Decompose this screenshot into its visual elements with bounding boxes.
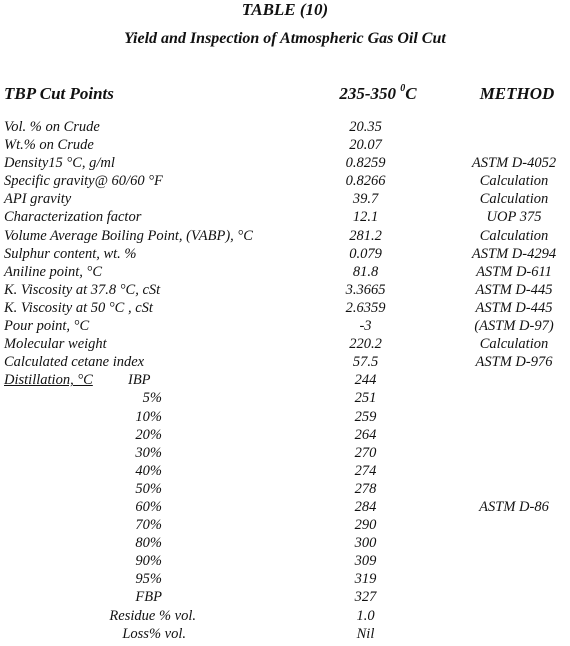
- distillation-point: 80%: [135, 535, 162, 552]
- loss-value: Nil: [356, 625, 375, 642]
- row-value: 81.8: [352, 263, 379, 280]
- table-row: [0, 190, 570, 208]
- distillation-row: [0, 444, 570, 462]
- distillation-point: 20%: [135, 426, 162, 443]
- distillation-row: [0, 534, 570, 552]
- row-label: Sulphur content, wt. %: [4, 245, 137, 262]
- table-row: [0, 208, 570, 226]
- distillation-row: [0, 570, 570, 588]
- row-label: Vol. % on Crude: [4, 119, 100, 135]
- row-method: UOP 375: [486, 209, 542, 226]
- table-caption: Yield and Inspection of Atmospheric Gas Oil Cut: [124, 30, 446, 47]
- distillation-point: FBP: [135, 589, 162, 606]
- row-value: 2.6359: [345, 299, 386, 316]
- distillation-point: 90%: [135, 553, 162, 570]
- distillation-value: 244: [354, 372, 377, 389]
- row-label: API gravity: [4, 191, 72, 208]
- distillation-value: 327: [354, 589, 377, 606]
- row-value: 20.07: [349, 137, 382, 154]
- row-value: 3.3665: [345, 281, 386, 298]
- distillation-value: 259: [354, 408, 377, 425]
- row-value: 39.7: [352, 191, 379, 208]
- row-label: Characterization factor: [4, 209, 142, 226]
- table-row: [0, 353, 570, 371]
- degree-superscript: 0: [400, 83, 406, 95]
- column-header-label: TBP Cut Points: [4, 84, 114, 103]
- row-value: 0.8266: [345, 173, 386, 190]
- row-label: Specific gravity@ 60/60 °F: [4, 173, 163, 190]
- row-method: ASTM D-445: [475, 299, 553, 316]
- row-method: Calculation: [479, 227, 549, 244]
- loss-label: Loss% vol.: [122, 625, 186, 642]
- distillation-point: IBP: [128, 372, 151, 389]
- row-method: Calculation: [479, 336, 549, 353]
- row-value: 220.2: [349, 336, 382, 353]
- table-row: [0, 281, 570, 299]
- table-body: [0, 118, 570, 643]
- row-value: 0.8259: [345, 155, 386, 172]
- residue-label: Residue % vol.: [109, 607, 196, 624]
- distillation-point: 70%: [135, 517, 162, 534]
- distillation-value: 251: [354, 390, 377, 407]
- distillation-value: 264: [354, 426, 377, 443]
- loss-row: [0, 625, 570, 643]
- distillation-row: [0, 426, 570, 444]
- distillation-value: 278: [354, 480, 377, 497]
- row-label: K. Viscosity at 50 °C , cSt: [4, 299, 153, 316]
- distillation-point: 95%: [135, 571, 162, 588]
- row-label: Density15 °C, g/ml: [4, 155, 115, 172]
- distillation-row: [0, 389, 570, 407]
- distillation-row: [0, 408, 570, 426]
- table-row: [0, 245, 570, 263]
- distillation-value: 270: [354, 444, 377, 461]
- row-method: Calculation: [479, 191, 549, 208]
- distillation-row: [0, 588, 570, 606]
- row-value: 20.35: [349, 119, 382, 135]
- distillation-value: 309: [354, 553, 377, 570]
- table-row: [0, 335, 570, 353]
- row-method: ASTM D-4294: [471, 245, 557, 262]
- residue-value: 1.0: [356, 607, 375, 624]
- row-label: Molecular weight: [4, 336, 107, 353]
- distillation-row: [0, 498, 570, 516]
- distillation-value: 290: [354, 517, 377, 534]
- table-row: [0, 172, 570, 190]
- distillation-point: 10%: [135, 408, 162, 425]
- table-row: [0, 299, 570, 317]
- row-label: Wt.% on Crude: [4, 137, 94, 154]
- row-method: ASTM D-611: [476, 263, 552, 280]
- distillation-point: 60%: [135, 498, 162, 515]
- range-text: 235-350: [339, 84, 401, 103]
- row-value: -3: [359, 318, 372, 335]
- row-method: Calculation: [479, 173, 549, 190]
- distillation-point: 50%: [135, 480, 162, 497]
- distillation-row: [0, 480, 570, 498]
- distillation-method: ASTM D-86: [479, 498, 549, 515]
- residue-row: [0, 607, 570, 625]
- row-method: ASTM D-445: [475, 281, 553, 298]
- column-header-method: METHOD: [479, 84, 555, 103]
- distillation-point: 40%: [135, 462, 162, 479]
- row-value: 0.079: [349, 245, 382, 262]
- table-row: [0, 154, 570, 172]
- distillation-row: [0, 552, 570, 570]
- distillation-point: 30%: [135, 444, 162, 461]
- row-method: ASTM D-976: [475, 354, 553, 371]
- distillation-value: 284: [354, 498, 377, 515]
- row-label: Pour point, °C: [4, 318, 90, 335]
- row-value: 12.1: [352, 209, 379, 226]
- row-label: Volume Average Boiling Point, (VABP), °C: [4, 227, 253, 244]
- row-label: K. Viscosity at 37.8 °C, cSt: [4, 281, 161, 298]
- table-row: [0, 263, 570, 281]
- distillation-row: [0, 462, 570, 480]
- distillation-point: 5%: [142, 390, 162, 407]
- distillation-value: 300: [354, 535, 377, 552]
- table-row: [0, 118, 570, 136]
- row-value: 57.5: [352, 354, 379, 371]
- table-number: TABLE (10): [241, 0, 329, 19]
- distillation-row: [0, 516, 570, 534]
- row-method: (ASTM D-97): [474, 318, 554, 335]
- row-method: ASTM D-4052: [471, 155, 557, 172]
- table-row: [0, 227, 570, 245]
- distillation-value: 274: [354, 462, 377, 479]
- distillation-row: [0, 371, 570, 389]
- table-row: [0, 317, 570, 335]
- distillation-value: 319: [354, 571, 377, 588]
- column-header-range: [318, 84, 438, 104]
- row-label: Calculated cetane index: [4, 354, 145, 371]
- distillation-label: Distillation, °C: [4, 372, 93, 389]
- range-unit: C: [405, 84, 417, 103]
- row-label: Aniline point, °C: [4, 263, 103, 280]
- table-row: [0, 136, 570, 154]
- row-value: 281.2: [349, 227, 382, 244]
